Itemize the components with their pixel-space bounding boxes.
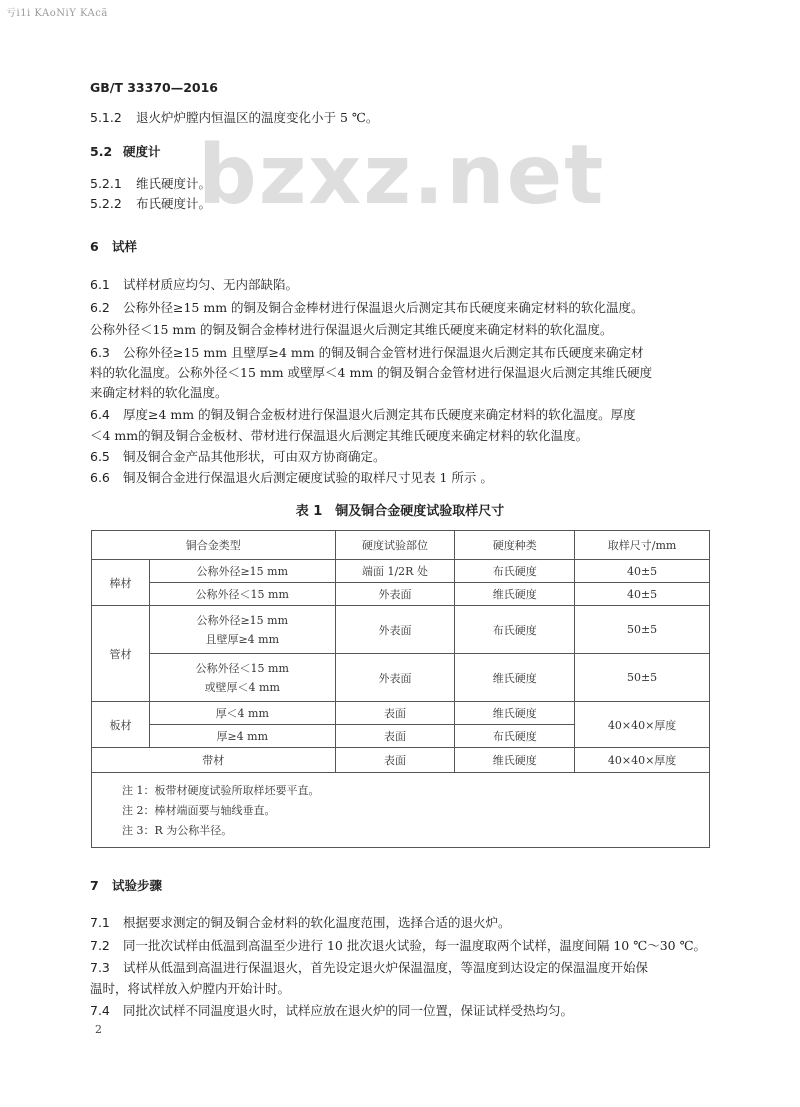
cell-condition-line1: 公称外径≥15 mm <box>196 613 289 627</box>
table-row <box>92 560 710 583</box>
table-row <box>92 606 710 654</box>
para-5-1-2 <box>90 108 378 127</box>
cell-position: 外表面 <box>335 606 455 654</box>
table-note: 注 3：R 为公称半径。 <box>122 824 233 837</box>
table-notes <box>92 773 710 848</box>
cell-condition: 厚≥4 mm <box>149 725 335 748</box>
heading-6 <box>90 237 137 256</box>
para-text: 同批次试样不同温度退火时，试样应放在退火炉的同一位置，保证试样受热均匀。 <box>123 1003 574 1018</box>
table-row <box>92 583 710 606</box>
heading-text: 硬度计 <box>123 144 161 159</box>
para-text: 退火炉炉膛内恒温区的温度变化小于 5 ℃。 <box>136 110 379 125</box>
para-number: 5.2.1 <box>90 176 122 191</box>
para-text: 公称外径≥15 mm 且壁厚≥4 mm 的铜及铜合金管材进行保温退火后测定其布氏硬度来确定材 <box>123 345 644 360</box>
heading-number: 5.2 <box>90 144 113 159</box>
cell-condition: 公称外径≥15 mm <box>149 560 335 583</box>
category-plate: 板材 <box>92 702 150 748</box>
cell-condition <box>149 606 335 654</box>
cell-position: 表面 <box>335 748 455 773</box>
para-number: 6.2 <box>90 300 110 315</box>
para-text: 布氏硬度计。 <box>136 196 212 211</box>
para-7-4 <box>90 1001 573 1020</box>
cell-kind: 维氏硬度 <box>455 583 575 606</box>
para-7-3 <box>90 958 648 977</box>
para-number: 6.1 <box>90 277 110 292</box>
para-number: 6.6 <box>90 470 110 485</box>
sample-size-table <box>91 530 710 848</box>
watermark: bzxz.net <box>198 128 606 223</box>
para-text: 根据要求测定的铜及铜合金材料的软化温度范围，选择合适的退火炉。 <box>123 915 511 930</box>
heading-text: 试验步骤 <box>112 878 163 893</box>
cell-kind: 布氏硬度 <box>455 560 575 583</box>
para-text: 试样材质应均匀、无内部缺陷。 <box>123 277 299 292</box>
cell-position: 端面 1/2R 处 <box>335 560 455 583</box>
table-notes-row <box>92 773 710 848</box>
para-number: 6.5 <box>90 449 110 464</box>
para-6-4 <box>90 405 636 424</box>
para-6-6 <box>90 468 493 487</box>
cell-size: 40±5 <box>575 583 710 606</box>
category-bar: 棒材 <box>92 560 150 606</box>
para-text: 维氏硬度计。 <box>136 176 212 191</box>
table-header-row <box>92 531 710 560</box>
cell-kind: 布氏硬度 <box>455 606 575 654</box>
cell-size: 40×40×厚度 <box>575 702 710 748</box>
header-sample-size: 取样尺寸/mm <box>575 531 710 560</box>
para-6-2-cont: 公称外径＜15 mm 的铜及铜合金棒材进行保温退火后测定其维氏硬度来确定材料的软化温度。 <box>90 322 613 337</box>
para-text: 试样从低温到高温进行保温退火，首先设定退火炉保温温度，等温度到达设定的保温温度开始保 <box>123 960 649 975</box>
cell-position: 表面 <box>335 702 455 725</box>
para-6-1 <box>90 275 298 294</box>
para-number: 7.1 <box>90 915 110 930</box>
para-text: 铜及铜合金进行保温退火后测定硬度试验的取样尺寸见表 1 所示 。 <box>123 470 493 485</box>
cell-position: 外表面 <box>335 583 455 606</box>
cell-position: 外表面 <box>335 654 455 702</box>
header-test-position: 硬度试验部位 <box>335 531 455 560</box>
cell-condition-line2: 或壁厚＜4 mm <box>204 680 280 694</box>
page-number: 2 <box>95 1023 102 1036</box>
table-note: 注 1：板带材硬度试验所取样坯要平直。 <box>122 784 320 797</box>
cell-kind: 维氏硬度 <box>455 748 575 773</box>
cell-size: 40±5 <box>575 560 710 583</box>
cell-condition <box>149 654 335 702</box>
cell-size: 40×40×厚度 <box>575 748 710 773</box>
table-note: 注 2：棒材端面要与轴线垂直。 <box>122 804 276 817</box>
para-6-3-cont2: 来确定材料的软化温度。 <box>90 385 228 400</box>
table-row <box>92 654 710 702</box>
cell-size: 50±5 <box>575 606 710 654</box>
heading-number: 6 <box>90 239 99 254</box>
para-number: 6.4 <box>90 407 110 422</box>
para-6-4-cont: ＜4 mm的铜及铜合金板材、带材进行保温退火后测定其维氏硬度来确定材料的软化温度。 <box>90 428 589 443</box>
para-number: 7.3 <box>90 960 110 975</box>
para-5-2-2 <box>90 194 211 213</box>
para-text: 同一批次试样由低温到高温至少进行 10 批次退火试验，每一温度取两个试样，温度间隔 10 ℃～30 ℃。 <box>123 938 707 953</box>
cell-kind: 维氏硬度 <box>455 654 575 702</box>
cell-condition: 厚＜4 mm <box>149 702 335 725</box>
category-tube: 管材 <box>92 606 150 702</box>
cell-condition-line2: 且壁厚≥4 mm <box>205 632 280 646</box>
para-6-2 <box>90 298 644 317</box>
para-number: 5.1.2 <box>90 110 122 125</box>
cell-size: 50±5 <box>575 654 710 702</box>
standard-code: GB/T 33370—2016 <box>90 80 219 95</box>
para-7-2 <box>90 936 706 955</box>
para-6-3 <box>90 343 644 362</box>
para-number: 5.2.2 <box>90 196 122 211</box>
para-number: 6.3 <box>90 345 110 360</box>
heading-7 <box>90 876 162 895</box>
para-7-3-cont: 温时，将试样放入炉膛内开始计时。 <box>90 981 291 996</box>
cell-condition: 公称外径＜15 mm <box>149 583 335 606</box>
cell-kind: 布氏硬度 <box>455 725 575 748</box>
cell-kind: 维氏硬度 <box>455 702 575 725</box>
para-text: 铜及铜合金产品其他形状，可由双方协商确定。 <box>123 449 386 464</box>
para-7-1 <box>90 913 511 932</box>
para-number: 7.4 <box>90 1003 110 1018</box>
para-number: 7.2 <box>90 938 110 953</box>
para-6-5 <box>90 447 386 466</box>
table-title: 表 1 铜及铜合金硬度试验取样尺寸 <box>295 504 505 519</box>
category-strip: 带材 <box>92 748 336 773</box>
para-text: 公称外径≥15 mm 的铜及铜合金棒材进行保温退火后测定其布氏硬度来确定材料的软化温度。 <box>123 300 644 315</box>
table-row <box>92 702 710 725</box>
para-text: 厚度≥4 mm 的铜及铜合金板材进行保温退火后测定其布氏硬度来确定材料的软化温度。厚度 <box>123 407 636 422</box>
heading-text: 试样 <box>112 239 138 254</box>
cell-position: 表面 <box>335 725 455 748</box>
cell-condition-line1: 公称外径＜15 mm <box>195 661 289 675</box>
para-6-3-cont: 料的软化温度。公称外径＜15 mm 或壁厚＜4 mm 的铜及铜合金管材进行保温退火后测定其维氏硬度 <box>90 365 653 380</box>
para-5-2-1 <box>90 174 211 193</box>
header-alloy-type: 铜合金类型 <box>92 531 336 560</box>
heading-5-2 <box>90 142 161 161</box>
header-hardness-type: 硬度种类 <box>455 531 575 560</box>
heading-number: 7 <box>90 878 99 893</box>
table-row <box>92 748 710 773</box>
top-mark: 亏i1i KAoNiY KAcã <box>6 8 108 19</box>
